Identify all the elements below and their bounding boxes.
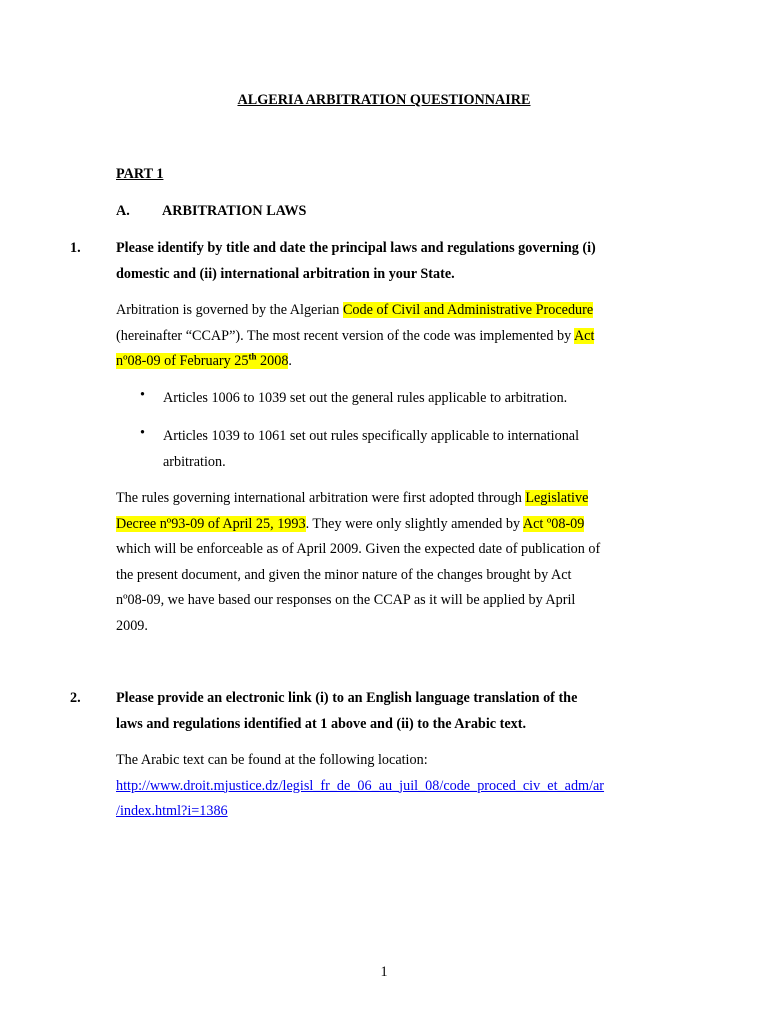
answer-1-paragraph-2 — [116, 486, 656, 639]
text-line: the present document, and given the minor nature of the changes brought by Act — [116, 566, 572, 583]
bullet-1-text: Articles 1006 to 1039 set out the general rules applicable to arbitration. — [163, 390, 568, 406]
text-span: Arbitration is governed by the Algerian — [116, 302, 343, 318]
highlighted-text: Legislative — [525, 490, 589, 506]
text-line: The Arabic text can be found at the following location: — [116, 752, 428, 768]
question-2-line-1: Please provide an electronic link (i) to an English language translation of the — [116, 690, 578, 706]
bullet-item-1 — [163, 386, 663, 412]
question-1-number: 1. — [70, 240, 81, 256]
answer-1-paragraph-1 — [116, 298, 656, 375]
section-letter: A. — [116, 203, 130, 219]
bullet-item-2 — [163, 424, 663, 475]
question-1-line-2: domestic and (ii) international arbitration in your State. — [116, 265, 455, 282]
page-number: 1 — [380, 964, 388, 980]
arabic-text-link-line-1[interactable]: http://www.droit.mjustice.dz/legisl_fr_de_06_au_juil_08/code_proced_civ_et_adm/ar — [116, 777, 605, 794]
text-span: (hereinafter “CCAP”). The most recent version of the code was implemented by — [116, 327, 574, 344]
bullet-icon: • — [140, 425, 145, 441]
document-title: ALGERIA ARBITRATION QUESTIONNAIRE — [237, 92, 531, 108]
highlighted-text: nº08-09 of February 25th 2008 — [116, 351, 289, 369]
arabic-text-link-line-2[interactable]: /index.html?i=1386 — [116, 803, 228, 819]
question-2-line-2: laws and regulations identified at 1 above and (ii) to the Arabic text. — [116, 715, 526, 732]
text-line: nº08-09, we have based our responses on the CCAP as it will be applied by April — [116, 592, 576, 608]
highlighted-text: Decree nº93-09 of April 25, 1993 — [116, 515, 306, 532]
question-2-number: 2. — [70, 690, 81, 706]
bullet-icon: • — [140, 387, 145, 403]
question-1-line-1: Please identify by title and date the principal laws and regulations governing (i) — [116, 240, 596, 256]
bullet-2-line-2: arbitration. — [163, 453, 226, 470]
question-2-text — [116, 686, 656, 737]
highlighted-text: Act — [573, 327, 595, 344]
text-line: which will be enforceable as of April 2009. Given the expected date of publication of — [116, 541, 601, 557]
highlighted-text: Code of Civil and Administrative Procedure — [342, 302, 594, 318]
bullet-2-line-1: Articles 1039 to 1061 set out rules specifically applicable to international — [163, 428, 580, 444]
text-span: . They were only slightly amended by — [305, 515, 523, 532]
part-heading: PART 1 — [116, 166, 164, 182]
answer-2-paragraph — [116, 748, 656, 825]
text-span: The rules governing international arbitration were first adopted through — [116, 490, 526, 506]
highlighted-text: Act º08-09 — [522, 515, 585, 532]
superscript: th — [248, 351, 257, 362]
text-span: . — [288, 353, 292, 369]
section-heading: ARBITRATION LAWS — [162, 203, 307, 219]
text-line: 2009. — [116, 617, 148, 634]
question-1-text — [116, 236, 656, 287]
